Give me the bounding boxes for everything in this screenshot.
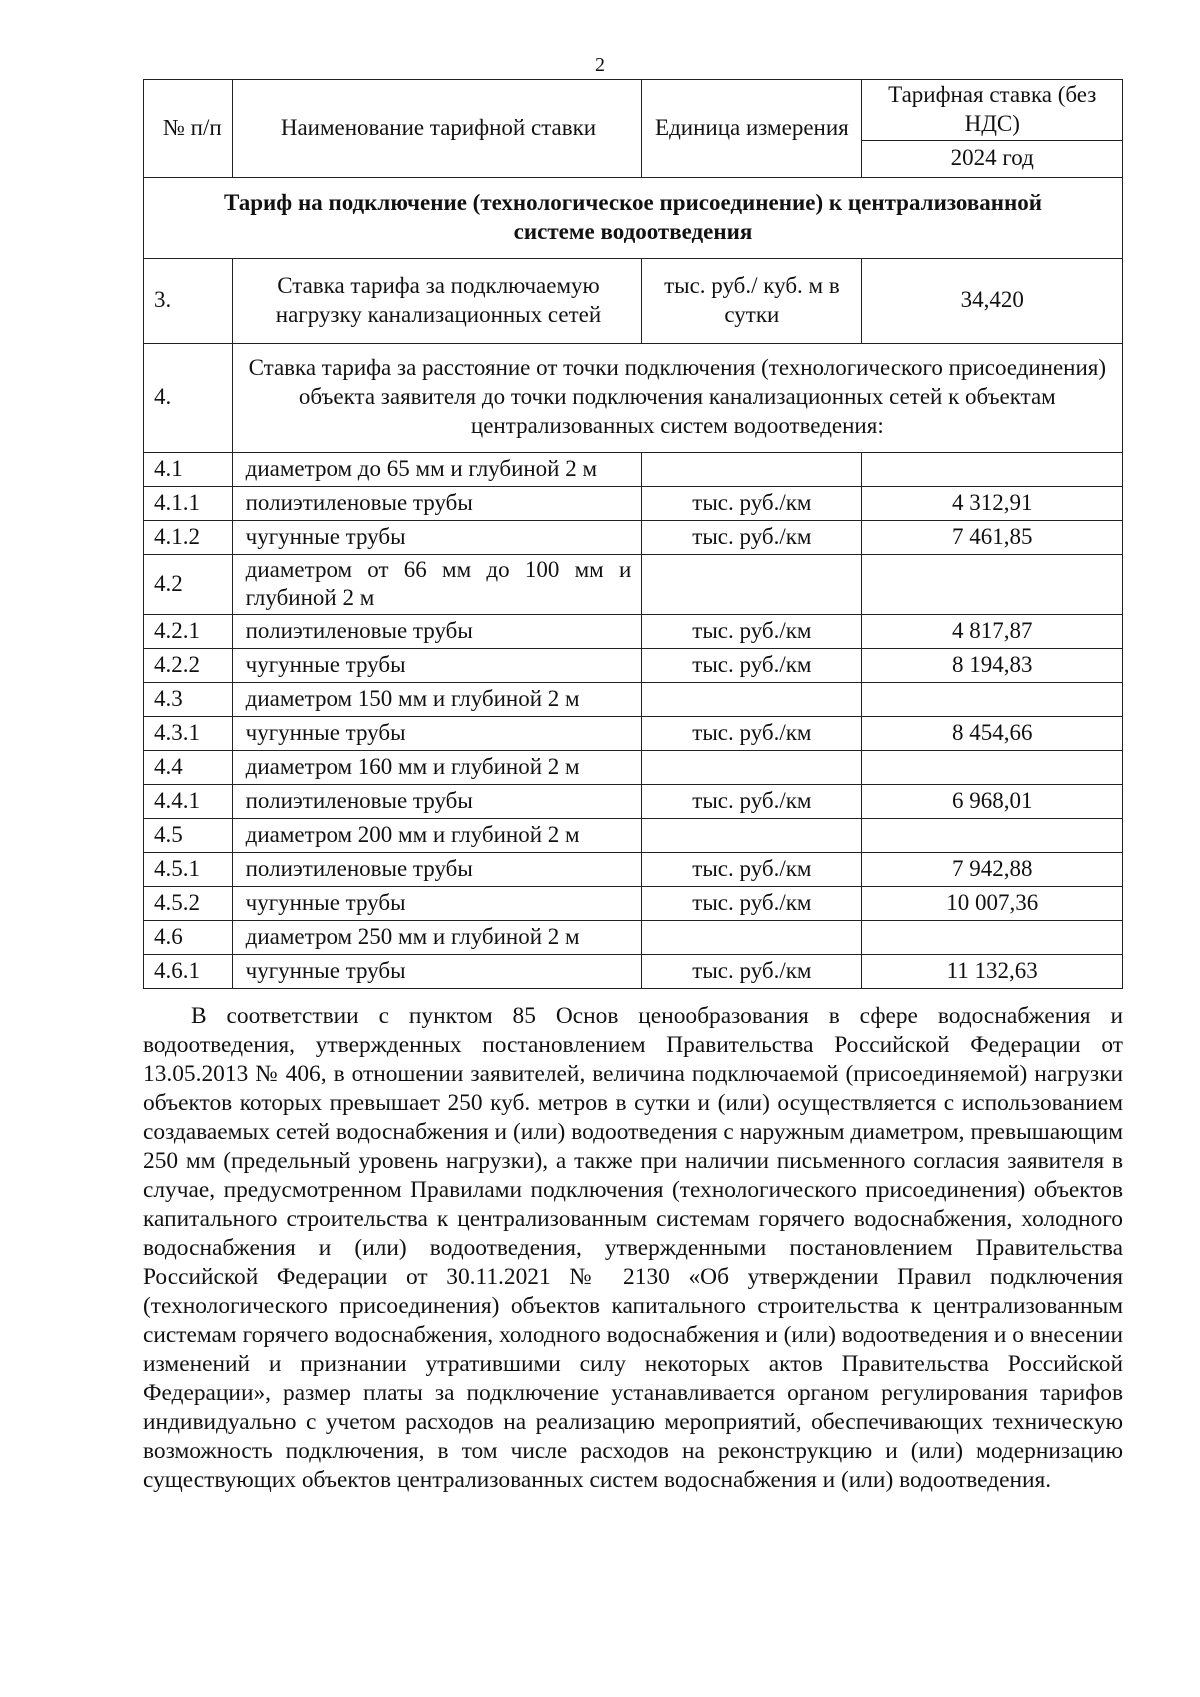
table-row	[144, 955, 1123, 989]
table-row	[144, 717, 1123, 751]
table-row	[144, 785, 1123, 819]
header-rate: Тарифная ставка (без НДС)	[862, 80, 1123, 141]
row-num: 4.4.1	[144, 785, 233, 819]
row-num: 4.2	[144, 554, 233, 615]
header-name: Наименование тарифной ставки	[232, 80, 642, 178]
row-num: 4.2.2	[144, 649, 233, 683]
row-unit: тыс. руб./ куб. м в сутки	[642, 258, 862, 343]
row-unit: тыс. руб./км	[642, 486, 862, 520]
row-unit: тыс. руб./км	[642, 615, 862, 649]
table-row	[144, 683, 1123, 717]
row-unit	[642, 554, 862, 615]
row-num: 4.6.1	[144, 955, 233, 989]
page-number: 2	[595, 54, 605, 76]
row-name: чугунные трубы	[232, 887, 642, 921]
row-value: 34,420	[862, 258, 1123, 343]
table-row	[144, 615, 1123, 649]
row-value: 8 194,83	[862, 649, 1123, 683]
row-num: 4.3.1	[144, 717, 233, 751]
table-row	[144, 343, 1123, 452]
row-num: 4.1	[144, 452, 233, 486]
row-value: 6 968,01	[862, 785, 1123, 819]
row-value: 8 454,66	[862, 717, 1123, 751]
row-name: полиэтиленовые трубы	[232, 486, 642, 520]
row-name: диаметром от 66 мм до 100 мм и глубиной 2 м	[232, 554, 642, 615]
row-value	[862, 751, 1123, 785]
row-name: полиэтиленовые трубы	[232, 615, 642, 649]
row-unit	[642, 819, 862, 853]
row-unit: тыс. руб./км	[642, 955, 862, 989]
row-unit: тыс. руб./км	[642, 717, 862, 751]
table-row	[144, 887, 1123, 921]
row-unit: тыс. руб./км	[642, 853, 862, 887]
row-name: чугунные трубы	[232, 649, 642, 683]
row-name: диаметром до 65 мм и глубиной 2 м	[232, 452, 642, 486]
row-name: Ставка тарифа за расстояние от точки подключения (технологического присоединения) объекта заявителя до точки подключения канализационных сетей к объектам централизованных систем водоотведения:	[232, 343, 1122, 452]
row-value	[862, 683, 1123, 717]
row-name: полиэтиленовые трубы	[232, 785, 642, 819]
row-name: полиэтиленовые трубы	[232, 853, 642, 887]
tariff-table	[143, 79, 1123, 989]
row-name: Ставка тарифа за подключаемую нагрузку канализационных сетей	[232, 258, 642, 343]
row-value	[862, 921, 1123, 955]
header-unit: Единица измерения	[642, 80, 862, 178]
row-num: 4.5.1	[144, 853, 233, 887]
row-unit	[642, 751, 862, 785]
header-num: № п/п	[144, 80, 233, 178]
table-row	[144, 649, 1123, 683]
row-num: 4.5.2	[144, 887, 233, 921]
row-unit	[642, 683, 862, 717]
section-title: Тариф на подключение (технологическое присоединение) к централизованной системе водоотведения	[144, 177, 1123, 258]
row-num: 4.1.1	[144, 486, 233, 520]
table-header-row	[144, 80, 1123, 141]
row-num: 4.6	[144, 921, 233, 955]
row-value	[862, 819, 1123, 853]
row-num: 4.3	[144, 683, 233, 717]
table-row	[144, 819, 1123, 853]
header-year: 2024 год	[862, 140, 1123, 177]
table-row	[144, 258, 1123, 343]
row-value	[862, 554, 1123, 615]
row-unit: тыс. руб./км	[642, 887, 862, 921]
row-value: 11 132,63	[862, 955, 1123, 989]
row-unit: тыс. руб./км	[642, 785, 862, 819]
table-row	[144, 520, 1123, 554]
row-unit: тыс. руб./км	[642, 520, 862, 554]
row-num: 4.	[144, 343, 233, 452]
table-body	[144, 452, 1123, 989]
row-unit: тыс. руб./км	[642, 649, 862, 683]
table-row	[144, 452, 1123, 486]
row-value: 4 312,91	[862, 486, 1123, 520]
table-row	[144, 554, 1123, 615]
body-paragraph: В соответствии с пунктом 85 Основ ценообразования в сфере водоснабжения и водоотведения, утвержденных постановлением Правительства Российской Федерации от 13.05.2013 № 406, в отношении заявителей, величина подключаемой (присоединяемой) нагрузки объектов которых превышает 250 куб. метров в сутки и (или) осуществляется с использованием создаваемых сетей водоснабжения и (или) водоотведения с наружным диаметром, превышающим 250 мм (предельный уровень нагрузки), а также при наличии письменного согласия заявителя в случае, предусмотренном Правилами подключения (технологического присоединения) объектов капитального строительства к централизованным системам горячего водоснабжения, холодного водоснабжения и (или) водоотведения, утвержденными постановлением Правительства Российской Федерации от 30.11.2021 № 2130 «Об утверждении Правил подключения (технологического присоединения) объектов капитального строительства к централизованным системам горячего водоснабжения, холодного водоснабжения и (или) водоотведения и о внесении изменений и признании утратившими силу некоторых актов Правительства Российской Федерации», размер платы за подключение устанавливается органом регулирования тарифов индивидуально с учетом расходов на реализацию мероприятий, обеспечивающих техническую возможность подключения, в том числе расходов на реконструкцию и (или) модернизацию существующих объектов централизованных систем водоснабжения и (или) водоотведения.	[143, 1003, 1123, 1493]
row-name: диаметром 200 мм и глубиной 2 м	[232, 819, 642, 853]
table-row	[144, 486, 1123, 520]
row-num: 4.4	[144, 751, 233, 785]
table-row	[144, 751, 1123, 785]
row-value	[862, 452, 1123, 486]
row-num: 4.2.1	[144, 615, 233, 649]
section-row	[144, 177, 1123, 258]
row-value: 10 007,36	[862, 887, 1123, 921]
row-unit	[642, 921, 862, 955]
row-value: 7 942,88	[862, 853, 1123, 887]
row-num: 4.5	[144, 819, 233, 853]
row-value: 7 461,85	[862, 520, 1123, 554]
row-num: 3.	[144, 258, 233, 343]
row-name: чугунные трубы	[232, 520, 642, 554]
row-unit	[642, 452, 862, 486]
row-name: диаметром 150 мм и глубиной 2 м	[232, 683, 642, 717]
row-name: диаметром 160 мм и глубиной 2 м	[232, 751, 642, 785]
row-name: чугунные трубы	[232, 717, 642, 751]
row-name: чугунные трубы	[232, 955, 642, 989]
table-row	[144, 853, 1123, 887]
row-name: диаметром 250 мм и глубиной 2 м	[232, 921, 642, 955]
row-value: 4 817,87	[862, 615, 1123, 649]
row-num: 4.1.2	[144, 520, 233, 554]
table-row	[144, 921, 1123, 955]
